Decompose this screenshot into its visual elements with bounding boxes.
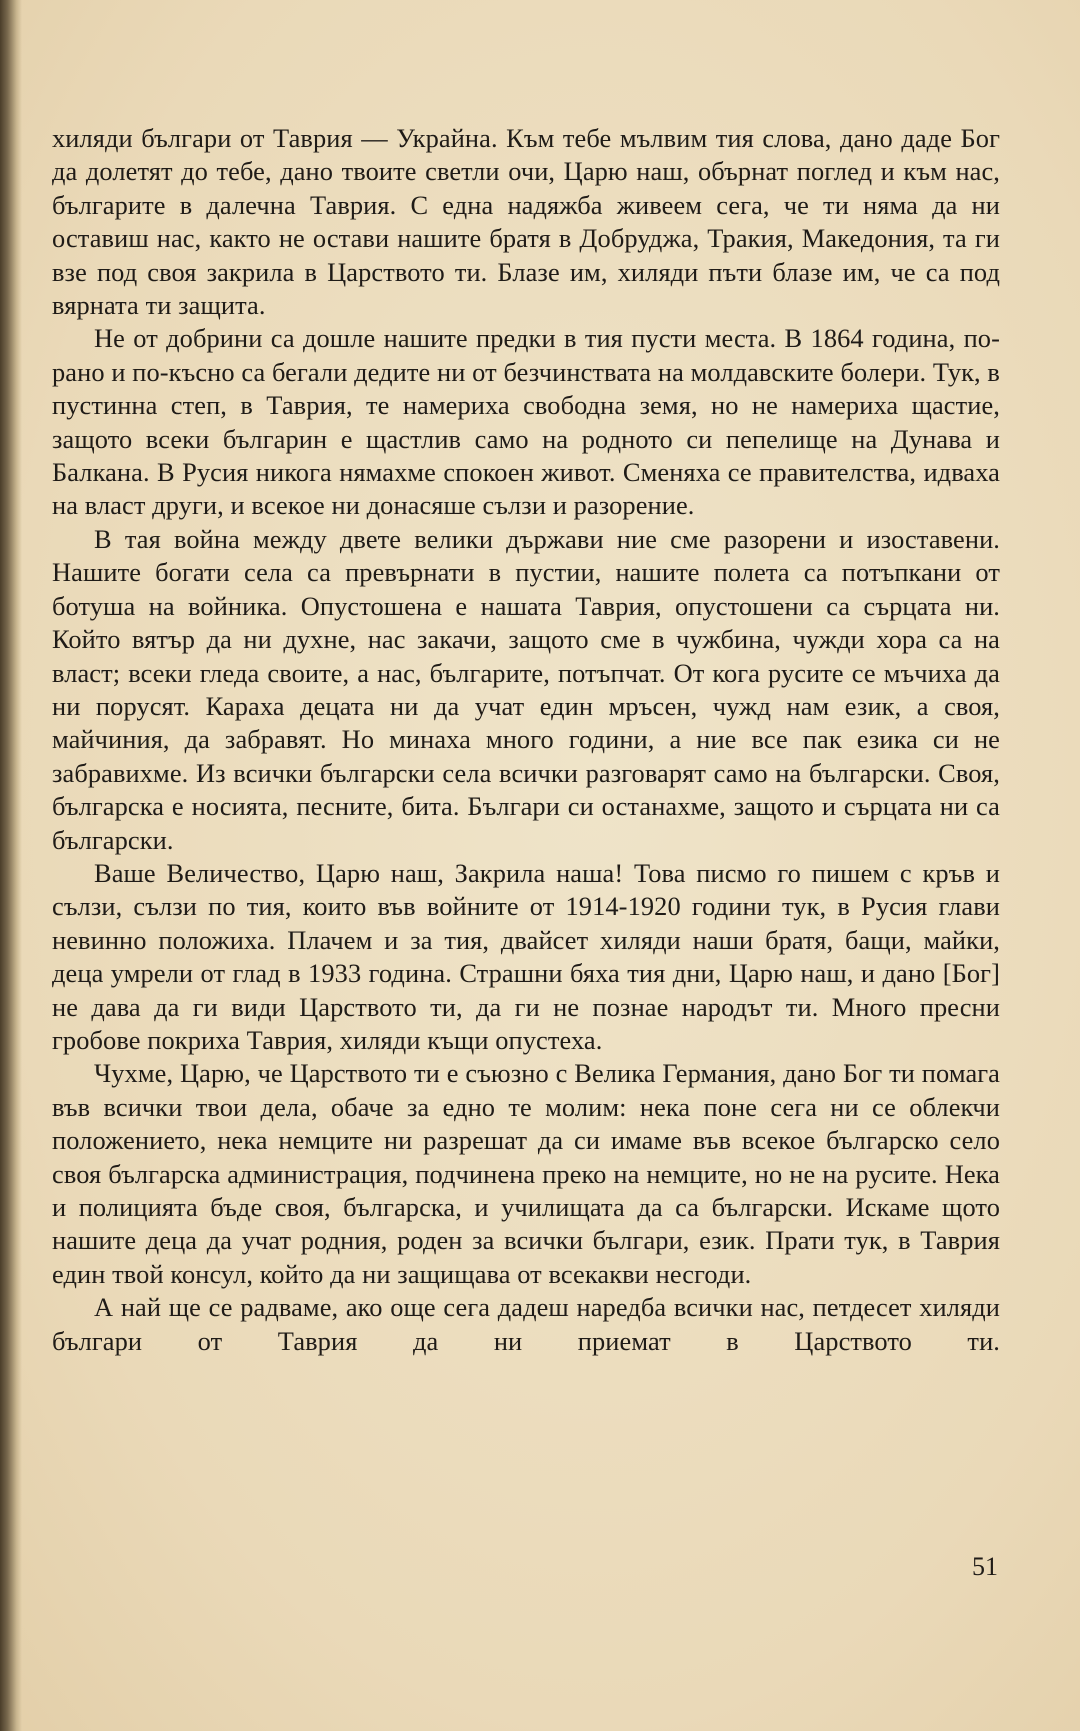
paragraph-5: Чухме, Царю, че Царството ти е съюзно с Велика Германия, дано Бог ти помага във всички твои дела, обаче за едно те молим: нека поне сега ни се облекчи положението, нека немците ни разрешат да си имаме във всекое българско село своя българска администрация, подчинена преко на немците, но не на русите. Нека и полицията бъде своя, българска, и училищата да са български. Искаме щото нашите деца да учат родния, роден за всички българи, език. Прати тук, в Таврия един твой консул, който да ни защищава от всекакви несгоди. [52,1058,1000,1289]
paragraph-1: хиляди българи от Таврия — Украйна. Към тебе мълвим тия слова, дано даде Бог да долетят до тебе, дано твоите светли очи, Царю наш, обърнат поглед и към нас, българите в далечна Таврия. С една надяжба живеем сега, че ти няма да ни оставиш нас, както не остави нашите братя в Добруджа, Тракия, Македония, та ги взе под своя закрила в Царството ти. Блазе им, хиляди пъти блазе им, че са под вярната ти защита. [52,123,1000,321]
body-text [52,122,1000,1358]
paragraph-2: Не от добрини са дошле нашите предки в тия пусти места. В 1864 година, по-рано и по-късно са бегали дедите ни от безчинствата на молдавските болери. Тук, в пустинна степ, в Таврия, те намериха свободна земя, но не намериха щастие, защото всеки българин е щастлив само на родното си пепелище на Дунава и Балкана. В Русия никога нямахме спокоен живот. Сменяха се правителства, идваха на власт други, и всекое ни донасяше сълзи и разорение. [52,323,1000,521]
book-spine-shadow [0,0,22,1731]
paragraph-6: А най ще се радваме, ако още сега дадеш наредба всички нас, петдесет хиляди българи от Таврия да ни приемат в Царството ти. [52,1292,1000,1356]
page-number: 51 [972,1552,998,1581]
paragraph-3: В тая война между двете велики държави ние сме разорени и изоставени. Нашите богати села са превърнати в пустии, нашите полета са потъпкани от ботуша на войника. Опустошена е нашата Таврия, опустошени са сърцата ни. Който вятър да ни духне, нас закачи, защото сме в чужбина, чужди хора са на власт; всеки гледа своите, а нас, българите, потъпчат. От кога русите се мъчиха да ни порусят. Караха децата ни да учат един мръсен, чужд нам език, а своя, майчиния, да забравят. Но минаха много години, а ние все пак езика си не забравихме. Из всички български села всички разговарят само на български. Своя, българска е носията, песните, бита. Българи си останахме, защото и сърцата ни са български. [52,523,1000,855]
paragraph-4: Ваше Величество, Царю наш, Закрила наша! Това писмо го пишем с кръв и сълзи, сълзи по тия, които във войните от 1914-1920 години тук, в Русия глави невинно положиха. Плачем и за тия, двайсет хиляди наши братя, бащи, майки, деца умрели от глад в 1933 година. Страшни бяха тия дни, Царю наш, и дано [Бог] не дава да ги види Царството ти, да ги не познае народът ти. Много пресни гробове покриха Таврия, хиляди къщи опустеха. [52,857,1000,1055]
